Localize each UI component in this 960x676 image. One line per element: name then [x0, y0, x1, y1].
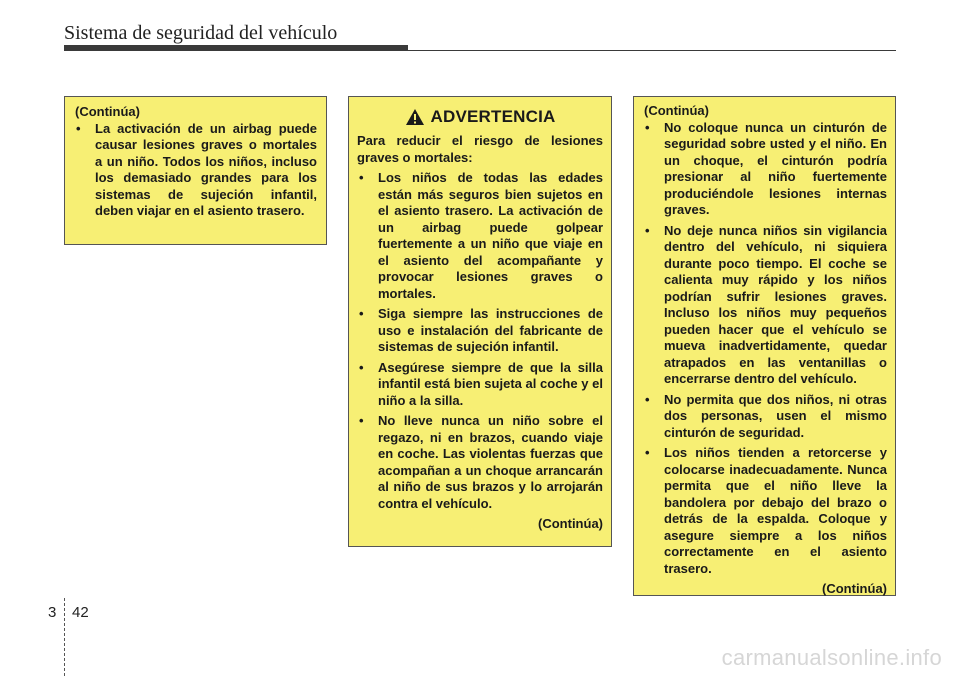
- continued-heading: (Continúa): [75, 104, 140, 119]
- list-item: • No lleve nunca un niño sobre el regazo, ni en brazos, cuando viaje en coche. Las violentas fuerzas que acompañan a un choque arrancarán al niño de sus brazos y lo arrojarán contra el vehículo.: [357, 413, 603, 512]
- warning-intro: Para reducir el riesgo de lesiones graves o mortales:: [357, 133, 603, 165]
- chapter-number: 3: [48, 604, 57, 621]
- warning-box-left: [64, 96, 327, 245]
- warning-list: [643, 120, 887, 578]
- header-rule-thin: [408, 50, 896, 51]
- list-item: • Asegúrese siempre de que la silla infantil está bien sujeta al coche y el niño a la silla.: [357, 360, 603, 410]
- header-rule-thick: [64, 45, 408, 51]
- section-title: Sistema de seguridad del vehículo: [64, 22, 338, 44]
- list-item: • Los niños tienden a retorcerse y colocarse inadecuadamente. Nunca permita que el niño lleve la bandolera por debajo del brazo o detrás de la espalda. Coloque y asegure siempre a los niños correctamente en el asiento trasero.: [643, 445, 887, 577]
- warning-title: ADVERTENCIA: [430, 107, 556, 126]
- continued-tail: (Continúa): [822, 581, 887, 596]
- warning-box-right: [633, 96, 896, 596]
- list-item: • Los niños de todas las edades están más seguros bien sujetos en el asiento trasero. La activación de un airbag puede golpear fuertemente a un niño que viaje en el asiento del acompañante y provocar lesiones graves o mortales.: [357, 170, 603, 302]
- warning-list: [357, 170, 603, 512]
- list-item: • Siga siempre las instrucciones de uso e instalación del fabricante de sistemas de sujeción infantil.: [357, 306, 603, 356]
- page-number: 42: [72, 604, 89, 621]
- continued-tail: (Continúa): [538, 516, 603, 531]
- footer-divider: [64, 598, 65, 676]
- warning-heading: [357, 107, 603, 127]
- list-item: • No coloque nunca un cinturón de seguridad sobre usted y el niño. En un choque, el cinturón podría presionar al niño fuertemente produciéndole lesiones internas graves.: [643, 120, 887, 219]
- list-item: • La activación de un airbag puede causar lesiones graves o mortales a un niño. Todos los niños, incluso los demasiado grandes para los sistemas de sujeción infantil, deben viajar en el asiento trasero.: [74, 121, 317, 220]
- warning-triangle-icon: [405, 108, 425, 126]
- continued-heading: (Continúa): [644, 103, 709, 118]
- list-item: • No permita que dos niños, ni otras dos personas, usen el mismo cinturón de seguridad.: [643, 392, 887, 442]
- warning-list: [74, 121, 317, 220]
- warning-box-center: [348, 96, 612, 547]
- watermark: carmanualsonline.info: [721, 645, 942, 670]
- list-item: • No deje nunca niños sin vigilancia dentro del vehículo, ni siquiera durante poco tiempo. El coche se calienta muy rápido y los niños podrían sufrir lesiones graves. Incluso los niños muy pequeños pueden hacer que el vehículo se mueva inadvertidamente, quedar atrapados en las ventanillas o encerrarse dentro del vehículo.: [643, 223, 887, 388]
